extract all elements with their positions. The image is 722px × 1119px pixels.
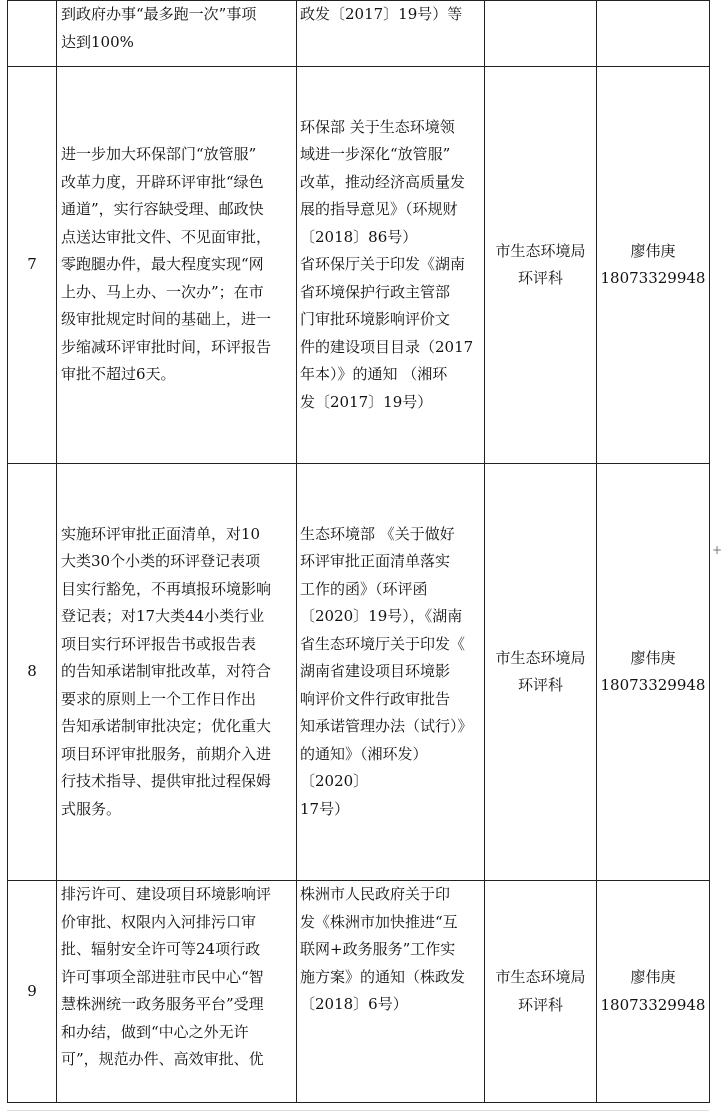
person-cell: 廖伟庚 18073329948 [597, 464, 710, 881]
task-cell: 进一步加大环保部门“放管服” 改革力度，开辟环评审批“绿色 通道”，实行容缺受理、邮政快 点送达审批文件、不见面审批， 零跑腿办件，最大程度实现“网 上办、马上办、一次办”；在市 级审批规定时间的基础上，进一 步缩减环评审批时间，环评报告 审批不超过6天。 [57, 67, 297, 464]
document-table [7, 0, 710, 1103]
row-number [8, 1, 57, 67]
basis-cell: 株洲市人民政府关于印 发《株洲市加快推进“互 联网+政务服务”工作实 施方案》的通知（株政发 〔2018〕6号） [297, 881, 485, 1103]
row-number: 7 [8, 67, 57, 464]
basis-cell: 生态环境部 《关于做好 环评审批正面清单落实 工作的函》（环评函 〔2020〕19号），《湖南 省生态环境厅关于印发《 湖南省建设项目环境影 响评价文件行政审批告 知承诺管理办法（试行）》 的通知》（湘环发）〔2020〕 17号） [297, 464, 485, 881]
table-row [8, 1, 710, 67]
person-cell: 廖伟庚 18073329948 [597, 881, 710, 1103]
dept-cell [485, 1, 597, 67]
table-row [8, 67, 710, 464]
basis-cell: 政发〔2017〕19号）等 [297, 1, 485, 67]
table-row [8, 881, 710, 1103]
task-cell: 到政府办事“最多跑一次”事项 达到100% [57, 1, 297, 67]
dept-cell: 市生态环境局 环评科 [485, 464, 597, 881]
insert-row-plus-icon[interactable]: + [712, 543, 722, 557]
row-number: 9 [8, 881, 57, 1103]
dept-cell: 市生态环境局 环评科 [485, 881, 597, 1103]
row-number: 8 [8, 464, 57, 881]
person-cell [597, 1, 710, 67]
table-row [8, 464, 710, 881]
basis-cell: 环保部 关于生态环境领 域进一步深化“放管服” 改革，推动经济高质量发 展的指导意见》（环规财 〔2018〕86号） 省环保厅关于印发《湖南 省环境保护行政主管部 门审批环境影响评价文 件的建设项目目录（2017 年本）》的通知 （湘环 发〔2017〕19号） [297, 67, 485, 464]
person-cell: 廖伟庚 18073329948 [597, 67, 710, 464]
dept-cell: 市生态环境局 环评科 [485, 67, 597, 464]
page-bottom-divider [7, 1110, 709, 1111]
task-cell: 排污许可、建设项目环境影响评 价审批、权限内入河排污口审 批、辐射安全许可等24项行政 许可事项全部进驻市民中心“智 慧株洲统一政务服务平台”受理 和办结，做到“中心之外无许 可”，规范办件、高效审批、优 [57, 881, 297, 1103]
task-cell: 实施环评审批正面清单，对10 大类30个小类的环评登记表项 目实行豁免，不再填报环境影响 登记表；对17大类44小类行业 项目实行环评报告书或报告表 的告知承诺制审批改革，对符合 要求的原则上一个工作日作出 告知承诺制审批决定；优化重大 项目环评审批服务，前期介入进 行技术指导、提供审批过程保姆 式服务。 [57, 464, 297, 881]
